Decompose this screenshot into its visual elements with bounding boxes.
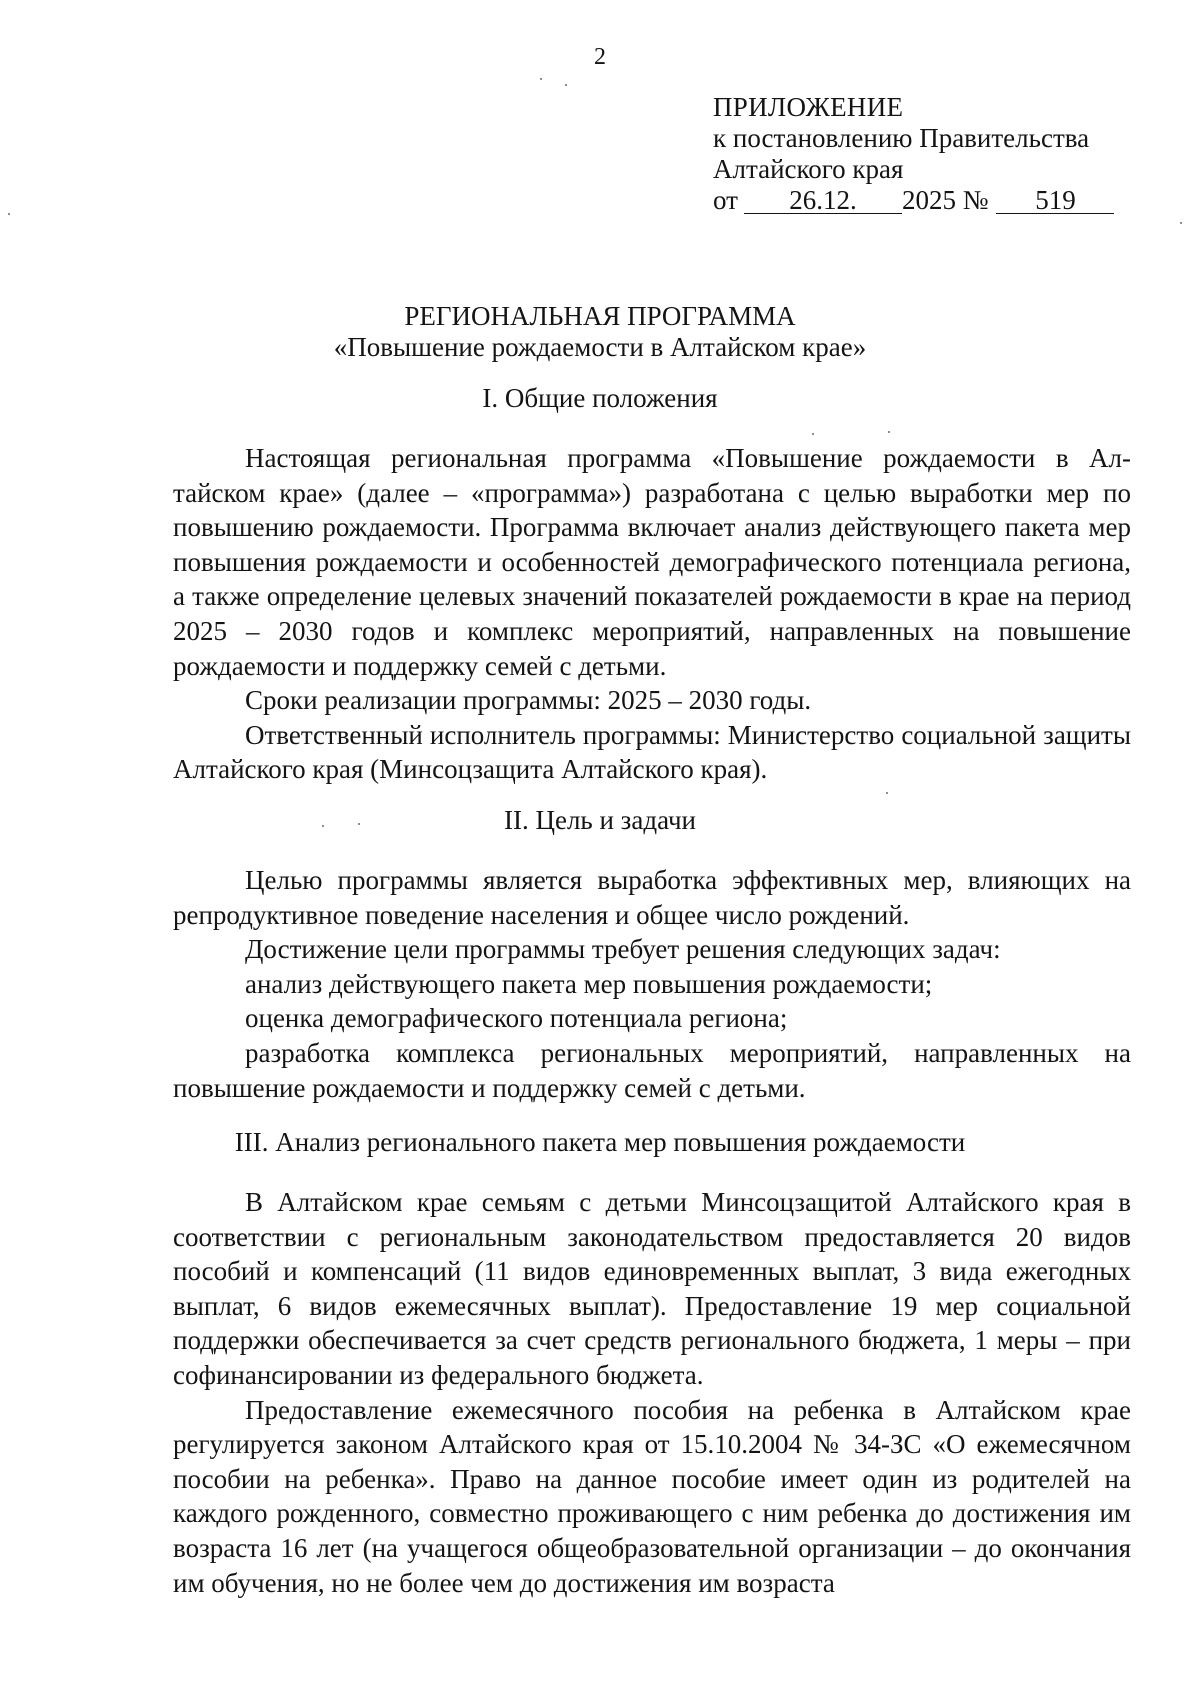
program-title: РЕГИОНАЛЬНАЯ ПРОГРАММА [404,301,796,331]
appendix-line-region: Алтайского края [713,154,904,184]
paragraph: Сроки реализации программы: 2025 – 2030 годы. [245,685,812,716]
appendix-number: 519 [996,187,1114,214]
paragraph: оценка демографического потенциала региона; [245,1003,788,1034]
paragraph: разработка комплекса региональных мероприятий, направленных на повышение рождаемости и поддержку семей с детьми. [173,1037,1131,1103]
scan-speck [1180,222,1182,224]
section-body-2 [173,863,1131,1105]
paragraph: В Алтайском крае семьям с детьми Минсоцзащитой Алтайского края в соответствии с региональным законодательством предоставляется 20 видов пособий и компенсаций (11 видов единовременных выплат, 3 вида ежегодных выплат, 6 видов ежемесячных выплат). Предоставление 19 мер социальной поддержки обеспечивается за счет средств регионального бюджета, 1 меры – при софинансировании из федерального бюджета. [173,1187,1131,1390]
appendix-heading: ПРИЛОЖЕНИЕ [713,92,904,122]
scan-speck [565,84,567,86]
scan-speck [540,78,542,80]
paragraph: Достижение цели программы требует решения следующих задач: [245,934,1001,965]
program-subtitle: «Повышение рождаемости в Алтайском крае» [333,332,867,362]
appendix-date: 26.12. [744,187,902,214]
section-heading-1: I. Общие положения [482,383,718,413]
section-body-1 [173,441,1131,787]
paragraph: Настоящая региональная программа «Повышение рождаемости в Алтайском крае» (далее – «программа») разработана с целью выработки мер по повышению рождаемости. Программа включает анализ действующего пакета мер повышения рождаемости и особенностей демографического потенциала региона, а также определение целевых значений показателей рождаемости в крае на период 2025 – 2030 годов и комплекс мероприятий, направленных на повышение рождаемости и поддержку семей с детьми. [173,443,1131,681]
paragraph: Ответственный исполнитель программы: Министерство социальной защиты Алтайского края (Минсоцзащита Алтайского края). [173,719,1131,785]
scan-speck [358,823,360,825]
page-number: 2 [594,44,606,70]
scan-speck [322,825,324,827]
paragraph: Предоставление ежемесячного пособия на ребенка в Алтайском крае регулируется законом Алтайского края от 15.10.2004 № 34-ЗС «О ежемесячном пособии на ребенка». Право на данное пособие имеет один из родителей на каждого рожденного, совместно проживающего с ним ребенка до достижения им возраста 16 лет (на учащегося общеобразовательной организации – до окончания им обучения, но не более чем до достижения им возраста [173,1394,1131,1598]
scan-speck [886,792,888,794]
appendix-year-mark: 2025 № [901,185,989,215]
section-heading-2: II. Цель и задачи [503,805,697,835]
appendix-block [713,92,1114,216]
paragraph: Целью программы является выработка эффективных мер, влияющих на репродуктивное поведение населения и общее число рождений. [173,865,1131,930]
paragraph: анализ действующего пакета мер повышения рождаемости; [245,968,933,999]
appendix-date-number-line [713,185,1114,216]
document-title [0,301,1200,363]
section-heading-3: III. Анализ регионального пакета мер повышения рождаемости [234,1127,966,1157]
section-body-3 [173,1185,1131,1600]
scan-speck [812,433,814,435]
scan-speck [8,213,10,215]
scan-speck [888,431,890,433]
appendix-prefix: от [713,185,738,215]
appendix-line-resolution: к постановлению Правительства [713,123,1090,153]
